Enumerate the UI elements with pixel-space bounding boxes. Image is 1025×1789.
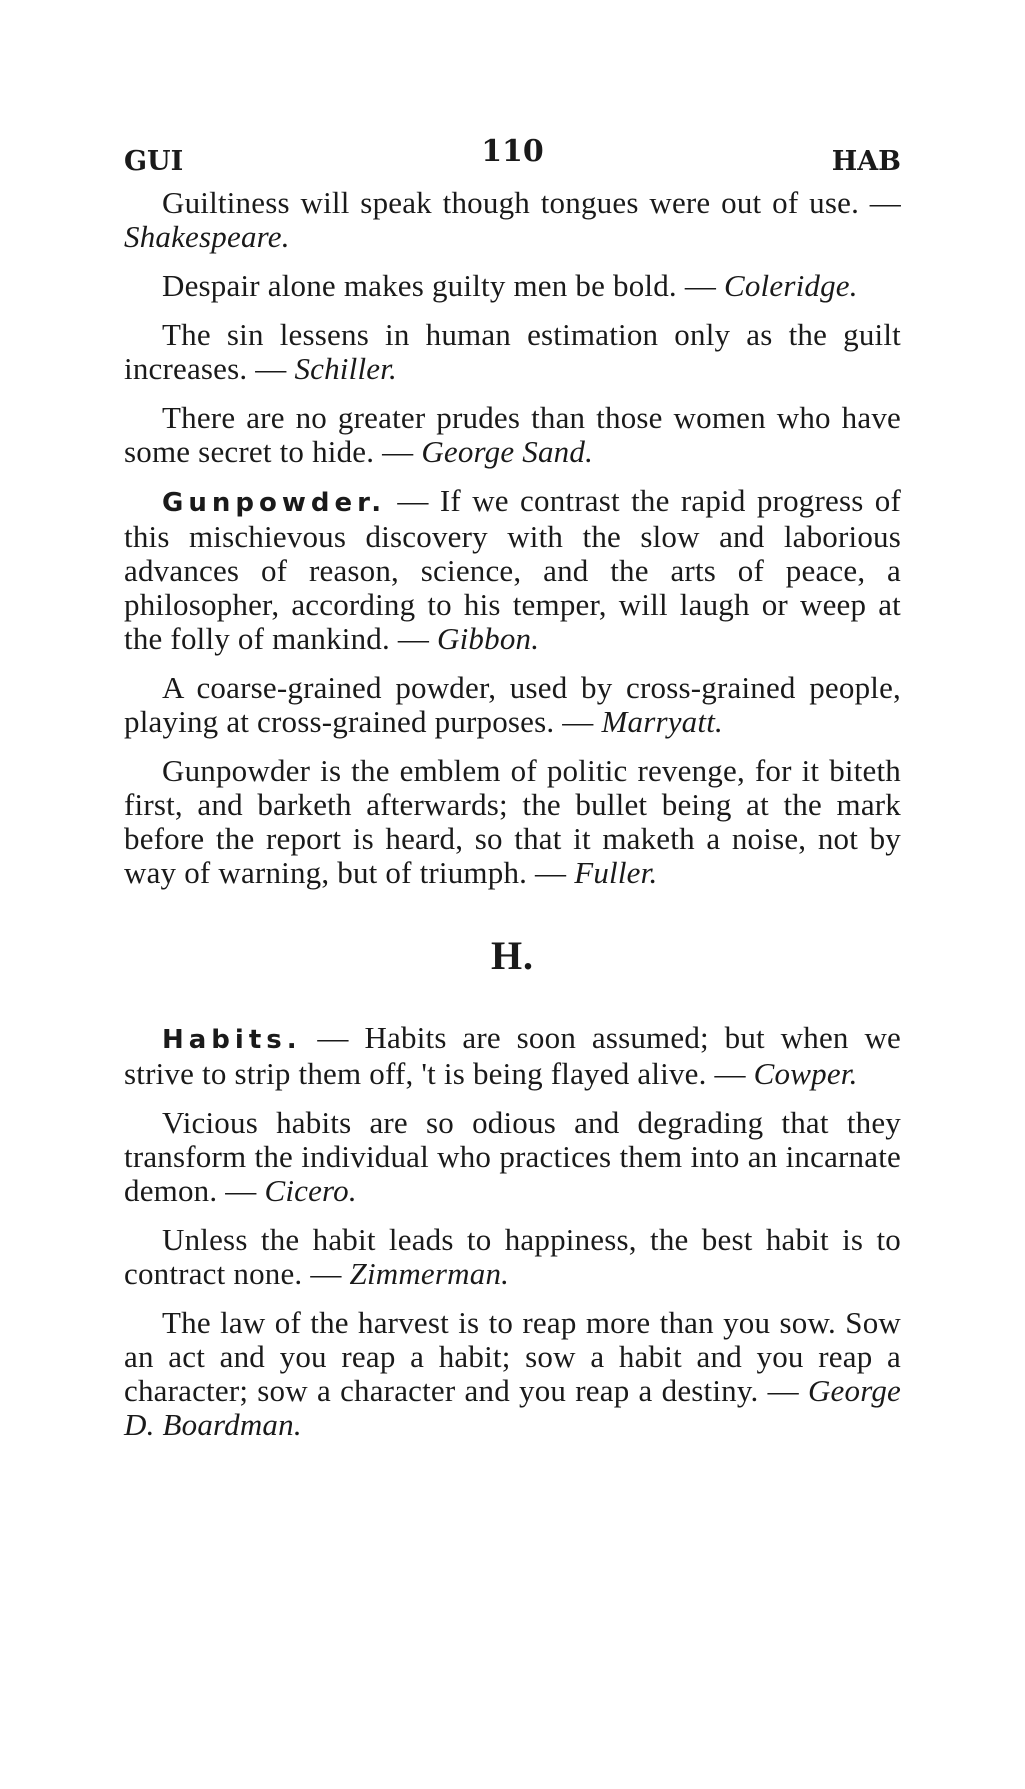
quote-author: Cicero. <box>264 1173 357 1208</box>
quote-text: — If we contrast the rapid progress of this mischievous discovery with the slow and laborious advances of reason, science, and the arts of peace, a philosopher, according to his temper, will laugh or weep at the folly of mankind. — <box>124 483 901 656</box>
quote-author: Zimmerman. <box>349 1256 510 1291</box>
quote-text: There are no greater prudes than those women who have some secret to hide. — <box>124 400 901 469</box>
quote-text: The sin lessens in human estimation only as the guilt increases. — <box>124 317 901 386</box>
quote-paragraph <box>124 318 901 386</box>
page-number: 110 <box>481 134 544 169</box>
quote-author: Shakespeare. <box>124 219 290 254</box>
section-letter-heading: H. <box>490 933 535 978</box>
quote-text: Guiltiness will speak though tongues were out of use. — <box>162 185 901 220</box>
topic-entry-gunpowder <box>124 484 901 656</box>
book-page <box>124 130 901 1457</box>
quote-author: George Sand. <box>421 434 594 469</box>
quote-paragraph <box>124 401 901 469</box>
topic-heading: Habits. <box>162 1025 302 1055</box>
topic-heading: Gunpowder. <box>162 488 387 518</box>
quote-text: The law of the harvest is to reap more than you sow. Sow an act and you reap a habit; sow a habit and you reap a character; sow a character and you reap a destiny. — <box>124 1305 901 1408</box>
quote-paragraph <box>124 1223 901 1291</box>
quote-author: Fuller. <box>574 855 658 890</box>
quote-author: George D. Boardman. <box>124 1373 901 1442</box>
quote-text: Vicious habits are so odious and degrading that they transform the individual who practices them into an incarnate demon. — <box>124 1105 901 1208</box>
quote-paragraph <box>124 1306 901 1442</box>
topic-entry-habits <box>124 1021 901 1091</box>
quote-author: Schiller. <box>294 351 397 386</box>
running-head <box>124 130 901 186</box>
quote-text: Gunpowder is the emblem of politic revenge, for it biteth first, and barketh afterwards; the bullet being at the mark before the report is heard, so that it maketh a noise, not by way of warning, but of triumph. — <box>124 753 901 890</box>
quote-paragraph <box>124 186 901 254</box>
quote-paragraph <box>124 269 901 303</box>
quote-author: Marryatt. <box>601 704 723 739</box>
quote-paragraph <box>124 1106 901 1208</box>
quote-paragraph <box>124 754 901 890</box>
quote-author: Coleridge. <box>723 268 858 303</box>
quote-paragraph <box>124 671 901 739</box>
quote-text: A coarse-grained powder, used by cross-grained people, playing at cross-grained purposes. — <box>124 670 901 739</box>
running-head-left: GUI <box>124 146 184 177</box>
quote-text: Unless the habit leads to happiness, the best habit is to contract none. — <box>124 1222 901 1291</box>
quote-author: Cowper. <box>753 1056 858 1091</box>
quote-text: Despair alone makes guilty men be bold. — <box>162 268 724 303</box>
quote-author: Gibbon. <box>437 621 540 656</box>
quote-text: — Habits are soon assumed; but when we strive to strip them off, 't is being flayed alive. — <box>124 1020 901 1091</box>
running-head-right: HAB <box>831 146 901 177</box>
